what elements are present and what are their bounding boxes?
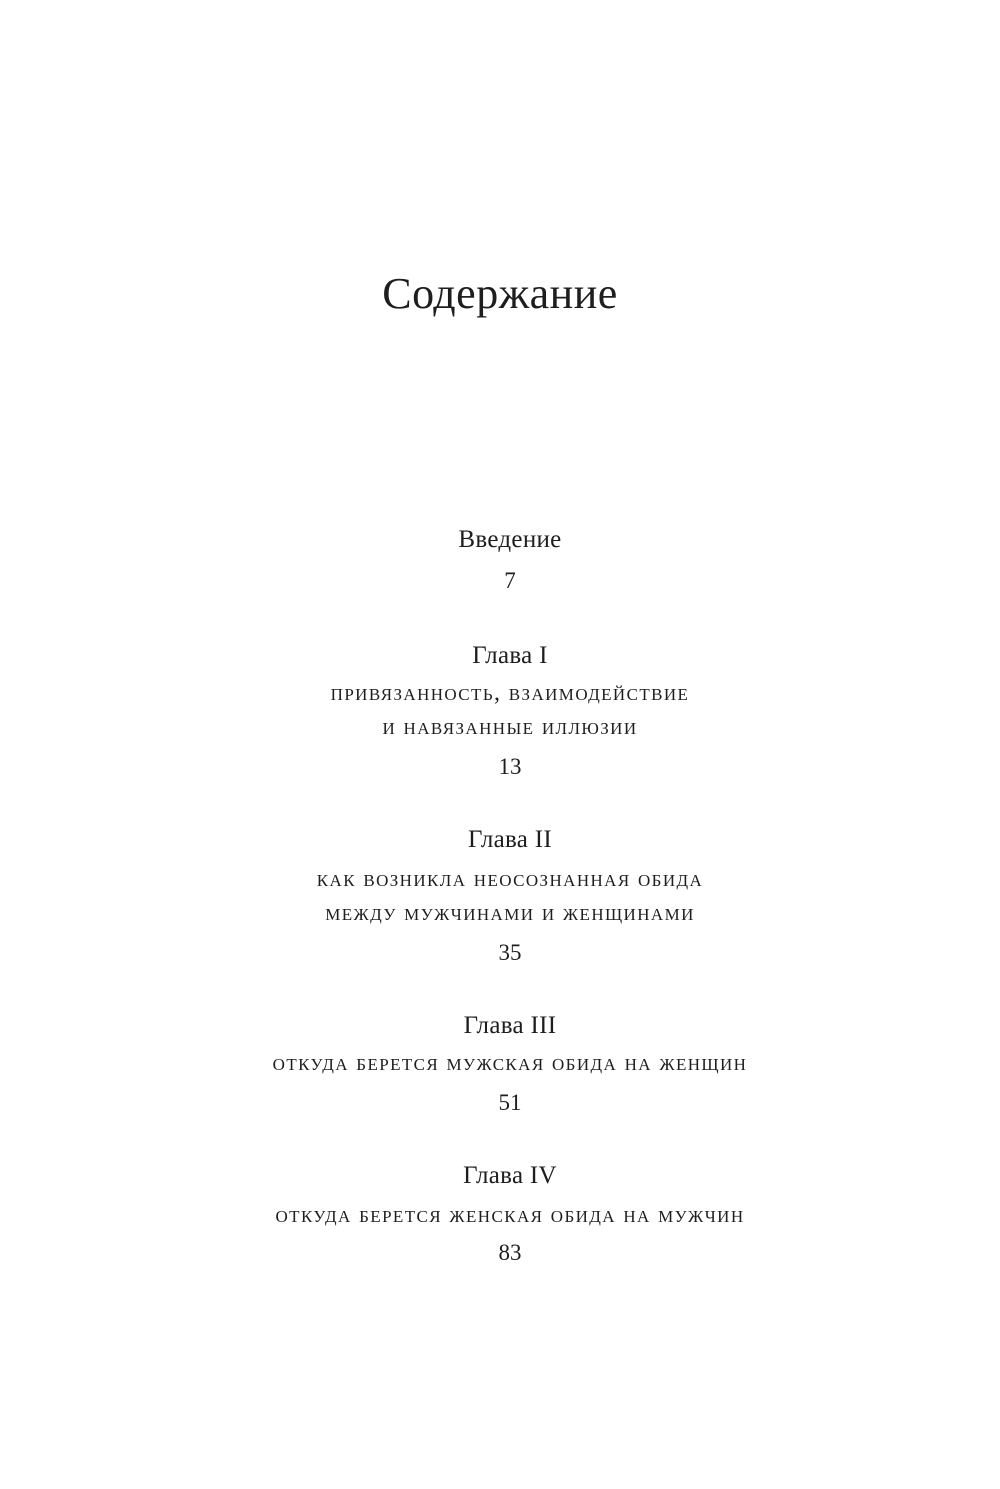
toc-entry-introduction-heading[interactable]: Введение: [458, 526, 562, 553]
page-title: Содержание: [382, 269, 618, 318]
toc-entry-chapter-1-heading[interactable]: Глава I: [472, 642, 548, 669]
toc-entry-chapter-1-page: 13: [498, 754, 522, 779]
toc-entry-chapter-4-heading[interactable]: Глава IV: [463, 1162, 557, 1189]
toc-entry-chapter-4-title-line-1[interactable]: откуда берется женская обида на мужчин: [275, 1202, 745, 1228]
toc-entry-chapter-3-title-line-1[interactable]: откуда берется мужская обида на женщин: [272, 1050, 748, 1076]
toc-entry-chapter-2-title-line-1[interactable]: как возникла неосознанная обида: [316, 866, 704, 892]
toc-entry-chapter-3-heading[interactable]: Глава III: [463, 1012, 557, 1039]
toc-entry-introduction-page: 7: [504, 568, 516, 593]
toc-entry-chapter-4-page: 83: [498, 1240, 522, 1265]
toc-entry-chapter-2-page: 35: [498, 940, 522, 965]
toc-entry-chapter-1-title-line-1[interactable]: привязанность, взаимодействие: [330, 680, 690, 706]
toc-entry-chapter-2-heading[interactable]: Глава II: [467, 826, 553, 853]
toc-entry-chapter-1-title-line-2[interactable]: и навязанные иллюзии: [382, 714, 638, 740]
toc-entry-chapter-3-page: 51: [498, 1090, 522, 1115]
toc-entry-chapter-2-title-line-2[interactable]: между мужчинами и женщинами: [325, 900, 695, 926]
